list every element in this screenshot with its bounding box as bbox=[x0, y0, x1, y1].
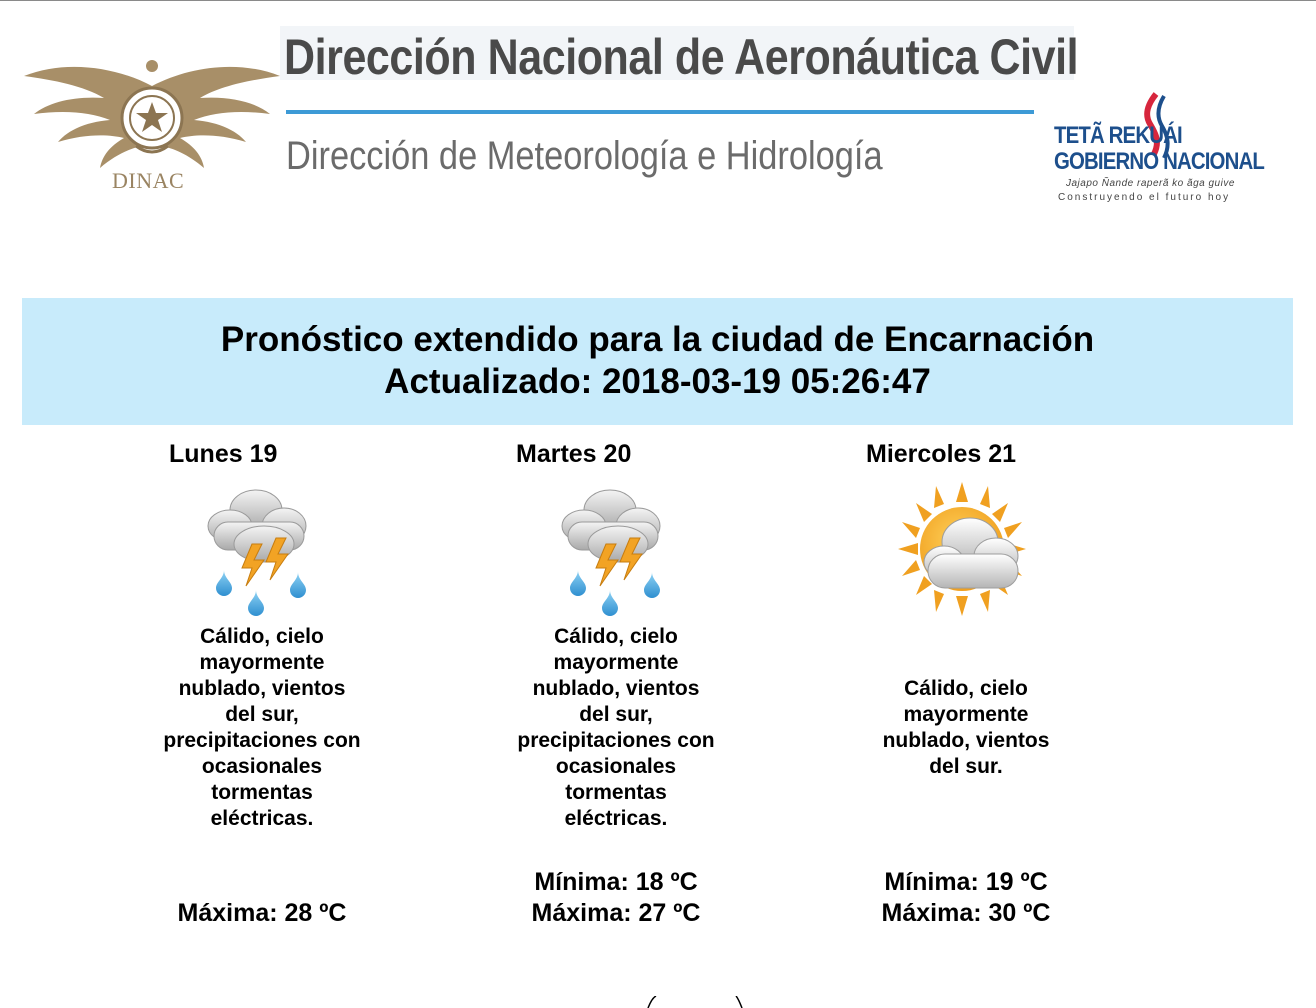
gov-logo-line1: TETÃ REKUÁI bbox=[1054, 122, 1182, 149]
day-min-temp: Mínima: 19 ºC bbox=[884, 868, 1048, 896]
agency-title: Dirección Nacional de Aeronáutica Civil bbox=[284, 29, 1079, 85]
forecast-day-monday bbox=[132, 430, 392, 950]
day-name: Miercoles 21 bbox=[866, 440, 1017, 468]
day-max-temp: Máxima: 27 ºC bbox=[531, 899, 701, 927]
gov-logo-tagline-spanish: Construyendo el futuro hoy bbox=[1058, 192, 1231, 203]
day-name: Lunes 19 bbox=[169, 440, 278, 468]
thunderstorm-rain-icon bbox=[548, 482, 680, 618]
gov-logo-tagline-guarani: Jajapo Ñande raperã ko ãga guive bbox=[1066, 178, 1235, 189]
bottom-decoration bbox=[640, 996, 750, 1008]
forecast-title: Pronóstico extendido para la ciudad de Encarnación bbox=[220, 320, 1095, 359]
forecast-title-box bbox=[22, 298, 1293, 425]
day-description: Cálido, cielo mayormente nublado, vientos del sur. bbox=[882, 677, 1050, 778]
day-min-temp: Mínima: 18 ºC bbox=[534, 868, 698, 896]
day-description: Cálido, cielo mayormente nublado, vientos del sur, precipitaciones con ocasionales tormentas eléctricas. bbox=[163, 625, 361, 830]
forecast-day-tuesday bbox=[486, 430, 746, 950]
agency-subtitle: Dirección de Meteorología e Hidrología bbox=[286, 134, 883, 178]
forecast-updated: Actualizado: 2018-03-19 05:26:47 bbox=[384, 362, 931, 401]
forecast-day-wednesday bbox=[836, 430, 1096, 950]
day-max-temp: Máxima: 30 ºC bbox=[881, 899, 1051, 927]
dinac-label: DINAC bbox=[112, 168, 185, 193]
gov-logo-line2: GOBIERNO NACIONAL bbox=[1054, 148, 1264, 175]
partly-cloudy-sun-icon bbox=[898, 482, 1030, 618]
thunderstorm-rain-icon bbox=[194, 482, 326, 618]
day-max-temp: Máxima: 28 ºC bbox=[177, 899, 347, 927]
banner-divider bbox=[286, 110, 1034, 114]
day-description: Cálido, cielo mayormente nublado, vientos del sur, precipitaciones con ocasionales tormentas eléctricas. bbox=[517, 625, 715, 830]
day-name: Martes 20 bbox=[516, 440, 632, 468]
header bbox=[0, 0, 1316, 240]
